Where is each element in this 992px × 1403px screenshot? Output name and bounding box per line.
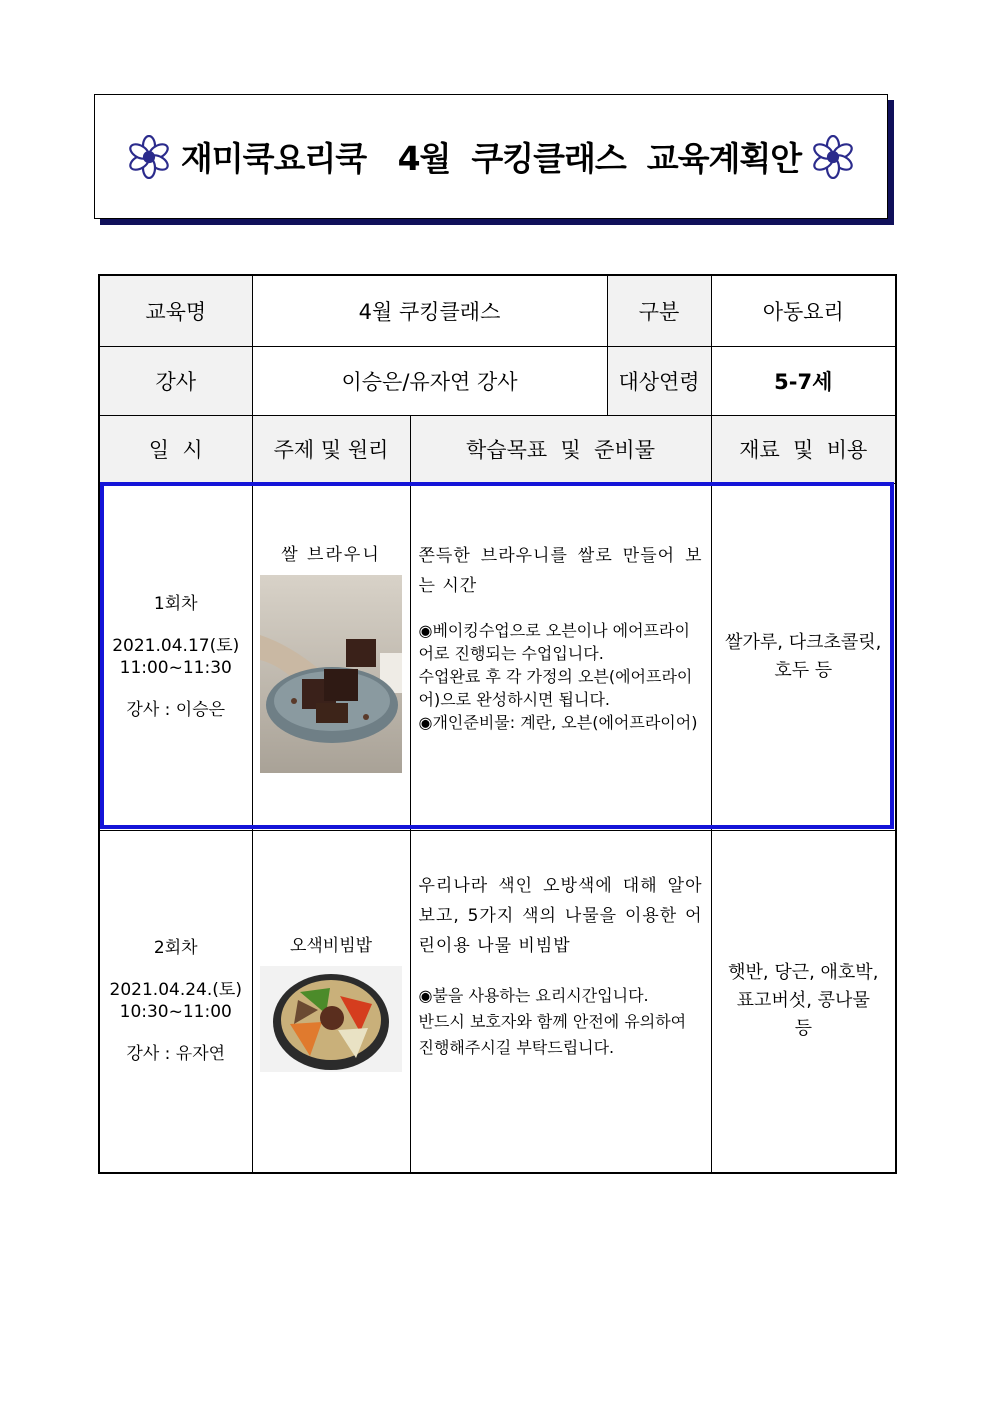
session-teacher: 강사 : 이승은 (126, 699, 226, 720)
note-line: 수업완료 후 각 가정의 오븐(에어프라이어)으로 완성하시면 됩니다. (418, 666, 693, 709)
column-header-topic: 주제 및 원리 (252, 415, 410, 483)
plan-table (98, 274, 897, 1174)
session-cell (99, 483, 252, 830)
session-time: 10:30~11:00 (119, 1002, 232, 1023)
materials-cell: 햇반, 당근, 애호박, 표고버섯, 콩나물 등 (711, 830, 896, 1173)
category-value: 아동요리 (711, 275, 896, 346)
column-header-materials: 재료 및 비용 (711, 415, 896, 483)
session-time: 11:00~11:30 (119, 657, 232, 678)
session-round: 2회차 (153, 938, 198, 959)
edu-name-label: 교육명 (99, 275, 252, 346)
session-date: 2021.04.24.(토) (109, 980, 242, 1001)
materials-cell: 쌀가루, 다크초콜릿, 호두 등 (711, 483, 896, 830)
topic-cell (252, 830, 410, 1173)
category-label: 구분 (607, 275, 711, 346)
age-label: 대상연령 (607, 346, 711, 415)
topic-cell (252, 483, 410, 830)
topic-name: 쌀 브라우니 (281, 545, 381, 565)
title-box (94, 94, 888, 219)
session-date: 2021.04.17(토) (112, 635, 240, 656)
instructor-label: 강사 (99, 346, 252, 415)
table-row (99, 830, 896, 1173)
page-title: 재미쿡요리쿡 4월 쿠킹클래스 교육계획안 (180, 139, 802, 178)
session-cell (99, 830, 252, 1173)
flower-icon (811, 135, 855, 179)
goal-text: 쫀득한 브라우니를 쌀로 만들어 보는 시간 (418, 545, 703, 596)
note-line: ◉불을 사용하는 요리시간입니다. (418, 985, 649, 1005)
note-line: ◉개인준비물: 계란, 오븐(에어프라이어) (418, 712, 698, 732)
topic-name: 오색비빔밥 (289, 935, 373, 956)
table-row (99, 483, 896, 830)
goal-cell (410, 483, 711, 830)
column-header-date: 일 시 (99, 415, 252, 483)
note-line: ◉베이킹수업으로 오븐이나 에어프라이어로 진행되는 수업입니다. (418, 620, 690, 663)
brownie-photo (260, 575, 402, 773)
session-round: 1회차 (153, 593, 198, 614)
bibimbap-photo (260, 966, 402, 1072)
goal-text: 우리나라 색인 오방색에 대해 알아보고, 5가지 색의 나물을 이용한 어린이용 나물 비빔밥 (418, 875, 703, 956)
edu-name-value: 4월 쿠킹클래스 (252, 275, 607, 346)
age-value: 5-7세 (711, 346, 896, 415)
note-line: 반드시 보호자와 함께 안전에 유의하여 진행해주시길 부탁드립니다. (418, 1011, 687, 1057)
column-header-goal: 학습목표 및 준비물 (410, 415, 711, 483)
instructor-value: 이승은/유자연 강사 (252, 346, 607, 415)
goal-cell (410, 830, 711, 1173)
session-teacher: 강사 : 유자연 (126, 1044, 226, 1065)
flower-icon (127, 135, 171, 179)
